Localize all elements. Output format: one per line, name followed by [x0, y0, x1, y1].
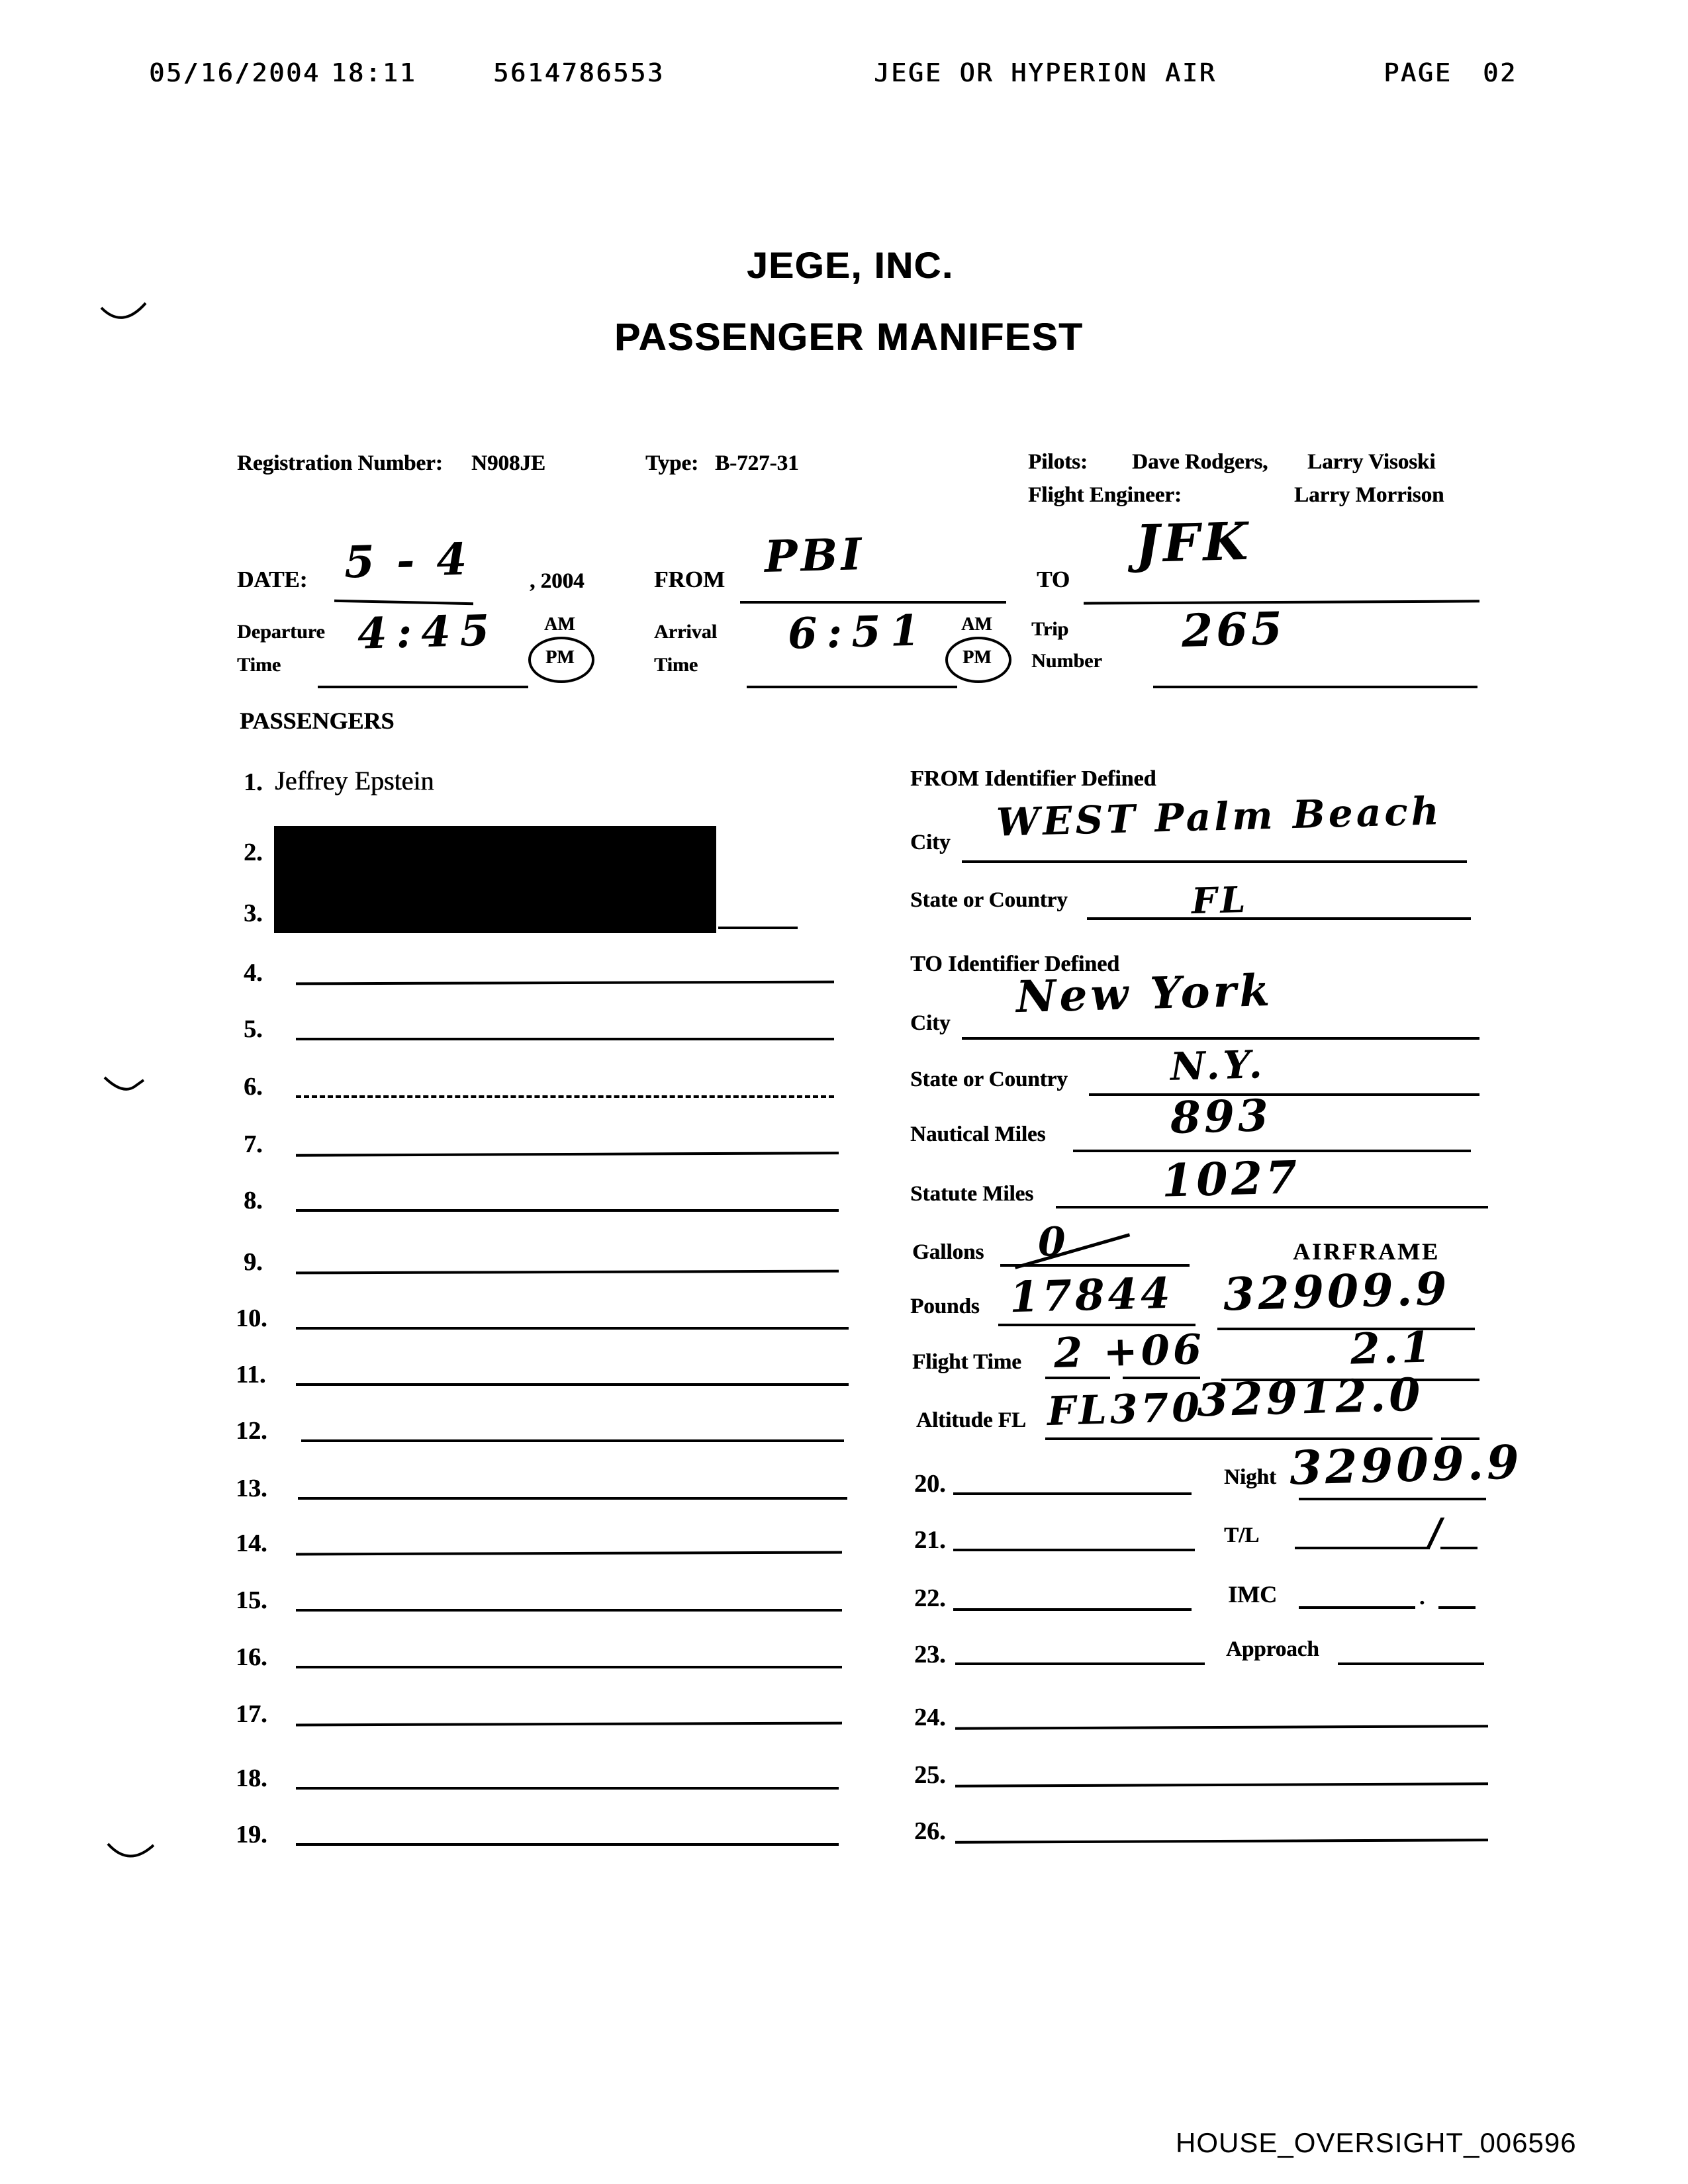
passenger-num-14: 14.: [236, 1529, 267, 1557]
passenger-num-7: 7.: [244, 1130, 263, 1158]
from-state-value: FL: [1191, 878, 1250, 923]
pen-mark-1: [99, 298, 152, 331]
from-city-label: City: [910, 831, 951, 854]
passenger-name-1: Jeffrey Epstein: [275, 766, 434, 796]
passenger-num-5: 5.: [244, 1015, 263, 1043]
from-line: [740, 601, 1006, 604]
arrival-am-label: AM: [961, 614, 992, 635]
passenger-num-1: 1.: [244, 768, 263, 796]
pilot-2: Larry Visoski: [1307, 450, 1436, 474]
fax-page-number: 02: [1483, 58, 1517, 87]
tl-line-2: [1440, 1547, 1477, 1549]
log-line-22: [953, 1608, 1192, 1611]
to-state-line: [1089, 1093, 1479, 1096]
log-num-22: 22.: [914, 1584, 946, 1612]
passenger-num-8: 8.: [244, 1187, 263, 1214]
passenger-line-8: [296, 1209, 839, 1212]
pilot-1: Dave Rodgers,: [1132, 450, 1268, 474]
to-written: JFK: [1134, 511, 1252, 575]
to-city-line: [962, 1037, 1479, 1040]
log-num-25: 25.: [914, 1761, 946, 1789]
flight-engineer-label: Flight Engineer:: [1028, 483, 1182, 507]
log-num-20: 20.: [914, 1470, 946, 1498]
departure-am-label: AM: [544, 614, 575, 635]
nautical-miles-value: 893: [1170, 1089, 1272, 1144]
passenger-line-16: [296, 1666, 842, 1668]
statute-miles-value: 1027: [1160, 1151, 1301, 1208]
to-city-label: City: [910, 1011, 951, 1035]
trip-line: [1153, 686, 1477, 688]
passenger-line-14: [296, 1551, 842, 1556]
tl-line-1: [1295, 1547, 1430, 1549]
to-city-value: New York: [1015, 964, 1274, 1023]
departure-line: [318, 686, 528, 688]
to-identifier-heading: TO Identifier Defined: [910, 952, 1120, 976]
imc-line-2: [1438, 1606, 1476, 1609]
log-line-24: [955, 1725, 1488, 1730]
date-label: DATE:: [237, 567, 308, 592]
log-num-24: 24.: [914, 1704, 946, 1731]
log-num-21: 21.: [914, 1526, 946, 1554]
imc-separator: .: [1419, 1586, 1425, 1610]
passenger-line-10: [296, 1327, 849, 1330]
altitude-label: Altitude FL: [916, 1408, 1026, 1432]
document-title: PASSENGER MANIFEST: [614, 316, 1084, 359]
from-city-value: WEST Palm Beach: [996, 788, 1443, 845]
fax-page-label: PAGE: [1383, 58, 1452, 87]
statute-miles-line: [1056, 1206, 1488, 1208]
passenger-num-17: 17.: [236, 1700, 267, 1728]
from-state-line: [1087, 917, 1471, 920]
departure-label-2: Time: [237, 654, 281, 676]
redaction-box: [274, 826, 716, 933]
date-line: [334, 600, 473, 605]
registration-value: N908JE: [471, 451, 545, 475]
imc-line-1: [1299, 1606, 1415, 1609]
passenger-line-11: [296, 1383, 849, 1386]
night-value: 32909.9: [1288, 1434, 1523, 1496]
fax-date: 05/16/2004: [149, 58, 320, 87]
trip-label-2: Number: [1031, 650, 1102, 672]
passenger-line-9: [296, 1270, 839, 1275]
arrival-line: [747, 686, 957, 688]
passenger-line-18: [296, 1787, 839, 1790]
arrival-label-1: Arrival: [654, 621, 717, 643]
passenger-line-6: [296, 1095, 834, 1098]
altitude-airframe-value: 32912.0: [1196, 1368, 1425, 1428]
approach-label: Approach: [1226, 1637, 1319, 1661]
tl-separator: /: [1428, 1510, 1446, 1555]
flight-time-line-2: [1123, 1377, 1200, 1379]
registration-label: Registration Number:: [237, 451, 443, 475]
pounds-airframe-value: 32909.9: [1223, 1262, 1451, 1322]
fax-number: 5614786553: [493, 58, 665, 87]
altitude-value: FL370: [1047, 1384, 1203, 1435]
night-line: [1299, 1498, 1486, 1500]
bates-stamp: HOUSE_OVERSIGHT_006596: [1176, 2127, 1577, 2158]
passenger-line-7: [296, 1152, 839, 1157]
flight-time-value: 2 +06: [1053, 1325, 1205, 1377]
imc-label: IMC: [1228, 1581, 1277, 1608]
passenger-line-5: [296, 1038, 834, 1040]
trip-label-1: Trip: [1031, 618, 1069, 640]
passenger-line-13: [298, 1497, 847, 1500]
date-year: , 2004: [530, 569, 585, 593]
pounds-airframe-line: [1217, 1328, 1475, 1330]
statute-miles-label: Statute Miles: [910, 1182, 1034, 1206]
to-state-value: N.Y.: [1170, 1042, 1266, 1089]
departure-pm-label: PM: [545, 647, 575, 668]
passenger-num-11: 11.: [236, 1361, 266, 1388]
arrival-pm-circle: [945, 637, 1011, 683]
gallons-value: 0: [1037, 1218, 1070, 1266]
fax-sender: JEGE OR HYPERION AIR: [874, 58, 1217, 87]
log-line-25: [955, 1782, 1488, 1788]
from-label: FROM: [654, 567, 725, 592]
log-line-21: [953, 1549, 1195, 1551]
passenger-num-18: 18.: [236, 1764, 267, 1792]
log-num-26: 26.: [914, 1817, 946, 1845]
from-written: PBI: [764, 528, 866, 582]
passenger-line-15: [296, 1609, 842, 1612]
arrival-label-2: Time: [654, 654, 698, 676]
departure-label-1: Departure: [237, 621, 325, 643]
arrival-pm-label: PM: [962, 647, 992, 668]
pen-mark-3: [106, 1839, 162, 1868]
night-label: Night: [1224, 1465, 1276, 1489]
trip-number: 265: [1180, 602, 1286, 659]
passengers-heading: PASSENGERS: [240, 707, 395, 734]
passenger-line-17: [296, 1722, 842, 1727]
to-state-label: State or Country: [910, 1068, 1068, 1091]
type-value: B-727-31: [715, 451, 799, 475]
passenger-num-4: 4.: [244, 959, 263, 987]
log-line-23: [955, 1662, 1205, 1665]
passenger-num-6: 6.: [244, 1073, 263, 1101]
flight-time-label: Flight Time: [912, 1350, 1021, 1374]
pounds-label: Pounds: [910, 1295, 980, 1318]
passenger-line-19: [296, 1843, 839, 1846]
pounds-value: 17844: [1009, 1268, 1174, 1323]
passenger-line-12: [301, 1439, 844, 1442]
passenger-num-15: 15.: [236, 1586, 267, 1614]
log-line-20: [953, 1492, 1192, 1495]
departure-pm-circle: [528, 637, 594, 683]
from-city-line: [962, 860, 1467, 863]
to-label: TO: [1037, 567, 1070, 592]
approach-line: [1338, 1662, 1484, 1665]
passenger-line-3: [718, 927, 798, 929]
flight-time-line-1: [1045, 1377, 1110, 1379]
log-num-23: 23.: [914, 1641, 946, 1668]
passenger-num-16: 16.: [236, 1643, 267, 1671]
from-identifier-heading: FROM Identifier Defined: [910, 766, 1156, 791]
gallons-line: [1000, 1264, 1190, 1267]
passenger-num-9: 9.: [244, 1248, 263, 1276]
passenger-num-2: 2.: [244, 839, 263, 866]
company-title: JEGE, INC.: [747, 244, 954, 286]
date-written: 5 - 4: [344, 533, 471, 588]
pilots-label: Pilots:: [1028, 450, 1088, 474]
log-line-26: [955, 1839, 1488, 1844]
type-label: Type:: [645, 451, 699, 475]
passenger-num-10: 10.: [236, 1304, 267, 1332]
passenger-num-3: 3.: [244, 899, 263, 927]
arrival-time: 6:51: [787, 606, 930, 659]
airframe-heading: AIRFRAME: [1293, 1238, 1440, 1265]
gallons-label: Gallons: [912, 1240, 984, 1264]
passenger-num-19: 19.: [236, 1821, 267, 1848]
from-state-label: State or Country: [910, 888, 1068, 912]
departure-time: 4:45: [357, 606, 500, 659]
nautical-miles-label: Nautical Miles: [910, 1122, 1046, 1146]
fax-time: 18:11: [331, 58, 417, 87]
passenger-num-13: 13.: [236, 1475, 267, 1502]
passenger-num-12: 12.: [236, 1417, 267, 1445]
flight-engineer: Larry Morrison: [1294, 483, 1444, 507]
passenger-line-4: [296, 981, 834, 985]
tl-label: T/L: [1224, 1524, 1260, 1547]
flight-time-airframe-value: 2.1: [1350, 1322, 1435, 1375]
pen-mark-2: [103, 1071, 156, 1099]
